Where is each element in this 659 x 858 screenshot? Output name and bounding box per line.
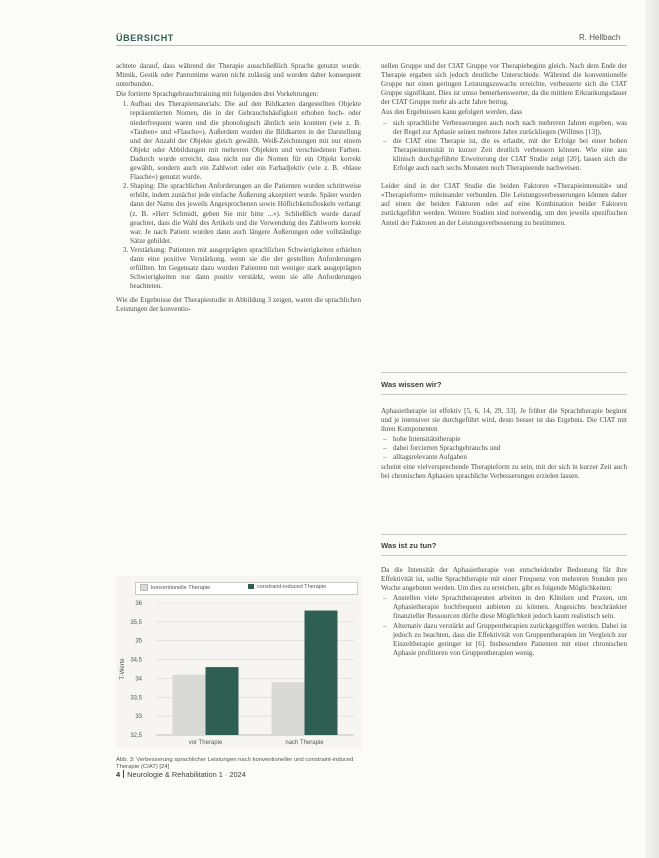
legend-item-ciat: constraint-induced Therapie — [248, 584, 326, 590]
y-axis-label: T-Werte — [120, 658, 126, 680]
vorkehrungen-list — [116, 100, 361, 291]
list-item: – hohe Intensitätstherapie — [393, 435, 627, 444]
swatch-ciat — [248, 584, 254, 589]
chart-legend — [135, 582, 358, 595]
closing-paragraph: Wie die Ergebnisse der Therapiestudie in Abbildung 3 zeigen, waren die sprachlichen Leistungen der konventio- — [116, 296, 361, 314]
intro-paragraph: achtete darauf, dass während der Therapie ausschließlich Sprache genutzt wurde. Mimik, Gestik oder Pantomime waren nicht zulässig und wurden daher konsequent unterbunden. — [116, 62, 361, 89]
right-column-top — [381, 62, 627, 352]
list-item: 3. Verstärkung: Patienten mit ausgeprägten sprachlichen Schwierigkeiten erhielten dann eine positive Verstärkung, wenn sie die der gestellten Anforderungen erfüllten. Im Gegensatz dazu wurden Patienten mit weniger stark ausgeprägten Schwierigkeiten nur dann positiv verstärkt, wenn sie alle Anforderungen beachteten. — [130, 246, 361, 291]
left-column — [116, 62, 361, 564]
bar-ciat — [305, 611, 338, 735]
page-footer — [116, 770, 246, 779]
swatch-conventional — [140, 584, 148, 591]
y-tick-label: 32,5 — [130, 733, 142, 739]
tun-section — [381, 566, 627, 756]
y-tick-label: 35,5 — [130, 619, 142, 626]
bar-conventional — [272, 682, 305, 735]
section-tag: ÜBERSICHT — [116, 33, 174, 43]
heading-was-wissen-wir: Was wissen wir? — [381, 380, 442, 389]
right-top-paragraph: nellen Gruppe und der CIAT Gruppe vor Therapiebeginn gleich. Nach dem Ende der Therapie ergaben sich jedoch deutliche Unterschiede. Während die konventionelle Gruppe nur einen geringen Leistungszuwachs erreichte, verbesserte sich die CIAT Gruppe signifikant. Dies ist umso bemerkenswerter, da die mittlere Erkrankungsdauer der CIAT Gruppe mehr als acht Jahre betrug. — [381, 62, 627, 107]
wissen-paragraph: Aphasietherapie ist effektiv [5, 6, 14, 29, 33]. Je früher die Sprachtherapie beginnt und je intensiver sie durchgeführt wird, desto besser ist das Ergebnis. Die CIAT mit ihren Komponenten — [381, 407, 627, 434]
list-item: 1. Aufbau des Therapiematerials: Die auf den Bildkarten dargestellten Objekte repräsentierten Nomen, die in der Gebrauchshäufigkeit erhoben hoch- oder niederfrequent waren und die phonologisch ähnlich sein konnten (wie z. B. »Tauben« und »Flasche«). Außerdem wurden die Bildkarten in der Darstellung und der Anzahl der Objekte gleich gewählt. Weiß-Zeichnungen mit nur einem Objekt oder Abbildungen mit mehreren Objekten und verschiedenen Farben. Dadurch wurde erreicht, dass nicht nur die Nomen für ein Objekt korrekt gewählt, sondern auch ein Zahlwort oder ein Farbadjektiv (wie z. B. »blaue Flasche«) genutzt wurde. — [130, 100, 361, 182]
y-tick-label: 33 — [135, 714, 142, 721]
x-tick-label: vor Therapie — [188, 740, 223, 746]
divider — [381, 534, 627, 535]
bar-ciat — [206, 667, 239, 735]
divider — [381, 394, 627, 395]
list-item: – dabei forcierten Sprachgebrauchs und — [393, 444, 627, 453]
tun-list — [381, 594, 627, 658]
footer-separator — [123, 770, 124, 778]
list-item: – sich sprachliche Verbesserungen auch noch nach mehreren Jahren ergeben, was der Regel zur Aphasie seinen mehrere Jahre zurückliegen (Willmes [13]), — [393, 119, 627, 137]
y-tick-label: 33,5 — [130, 695, 142, 702]
x-tick-label: nach Therapie — [285, 740, 324, 746]
y-tick-label: 35 — [135, 638, 142, 645]
wissen-list — [381, 435, 627, 462]
right-paragraph-2: Leider sind in der CIAT Studie die beiden Faktoren »Therapieintensität« und »Therapieform« miteinander verbunden. Die Leistungsverbesserungen können daher auf einen der beiden Faktoren oder auf eine Kombination beider Faktoren zurückgeführt werden. Weitere Studien sind notwendig, um den jeweils spezifischen Anteil der Faktoren an der Leistungsverbesserung zu bestimmen. — [381, 182, 627, 227]
bar-chart — [116, 597, 362, 747]
wissen-closing: scheint eine vielversprechende Therapieform zu sein, mit der sich in kurzer Zeit auch bei chronischen Aphasien sprachliche Verbesserungen erzielen lassen. — [381, 462, 627, 480]
y-tick-label: 34 — [135, 676, 142, 683]
list-item: – Alternativ dazu verstärkt auf Gruppentherapien zurückgegriffen werden. Dabei ist jedoch zu beachten, dass die Effektivität von Gruppentherapien im Vergleich zur Einzeltherapie geringer ist [6]. Insbesondere Patienten mit einer chronischen Aphasie profitieren von Gruppentherapien wenig. — [393, 622, 627, 658]
list-item: 2. Shaping: Die sprachlichen Anforderungen an die Patienten wurden schrittweise erhöht, indem zunächst jede einfache Äußerung akzeptiert wurde. Später wurden dann der Name des jeweils Angesprochenen sowie Höflichkeitsfloskeln verlangt (z. B. »Herr Schmidt, geben Sie mir bitte ...«). Schließlich wurde darauf geachtet, dass die Wahl des Artikels und die Verwendung des Zahlworts korrekt war. Je nach Patient wurden dann auch längere Äußerungen oder vollständige Sätze gebildet. — [130, 182, 361, 246]
tun-paragraph: Da die Intensität der Aphasietherapie von entscheidender Bedeutung für ihre Effektivität ist, sollte Sprachtherapie mit einer Frequenz von mehreren Stunden pro Woche angeboten werden. Um dies zu erreichen, gibt es folgende Möglichkeiten: — [381, 566, 627, 593]
wissen-section — [381, 407, 627, 530]
heading-was-ist-zu-tun: Was ist zu tun? — [381, 541, 437, 550]
right-lead: Aus den Ergebnissen kann gefolgert werden, dass — [381, 108, 523, 117]
conclusion-list — [381, 119, 627, 174]
header-rule — [116, 45, 627, 46]
page-gutter-shadow — [645, 0, 659, 858]
figure-caption: Abb. 3: Verbesserung sprachlicher Leistungen nach konventioneller und constraint-induced Therapie (CIAT) [24] — [116, 757, 354, 771]
divider — [381, 555, 627, 556]
author-tag: R. Hellbach — [579, 33, 621, 42]
list-item: – Anstellen viele Sprachtherapeuten arbeiten in den Kliniken und Praxen, um Aphasietherapie hochfrequent anbieten zu können. Angesichts beschränkter finanzieller Ressourcen dürfte diese Möglichkeit jedoch kaum realistisch sein. — [393, 594, 627, 621]
lead-paragraph: Die fortierte Sprachgebrauchtraining mit folgenden drei Vorkehrungen: — [116, 90, 319, 99]
y-tick-label: 36 — [135, 601, 142, 607]
legend-item-conventional: konventionelle Therapie — [140, 584, 210, 591]
y-tick-label: 34,5 — [130, 657, 142, 664]
list-item: – alltagsrelevante Aufgaben — [393, 453, 627, 462]
page-number: 4 — [116, 770, 121, 779]
list-item: – die CIAT eine Therapie ist, die es erlaubt, mit der Erfolge bei einer hohen Therapieintensität in kurzer Zeit deutlich verbessern können. Wie eine aus klinisch durchgeführte Erweiterung der CIAT Studie zeigt [20], lassen sich die Erfolge auch nach sechs Monaten noch Therapieende nachweisen. — [393, 137, 627, 173]
divider — [381, 372, 627, 373]
bar-conventional — [173, 675, 206, 735]
journal-name: Neurologie & Rehabilitation 1 · 2024 — [127, 770, 246, 779]
